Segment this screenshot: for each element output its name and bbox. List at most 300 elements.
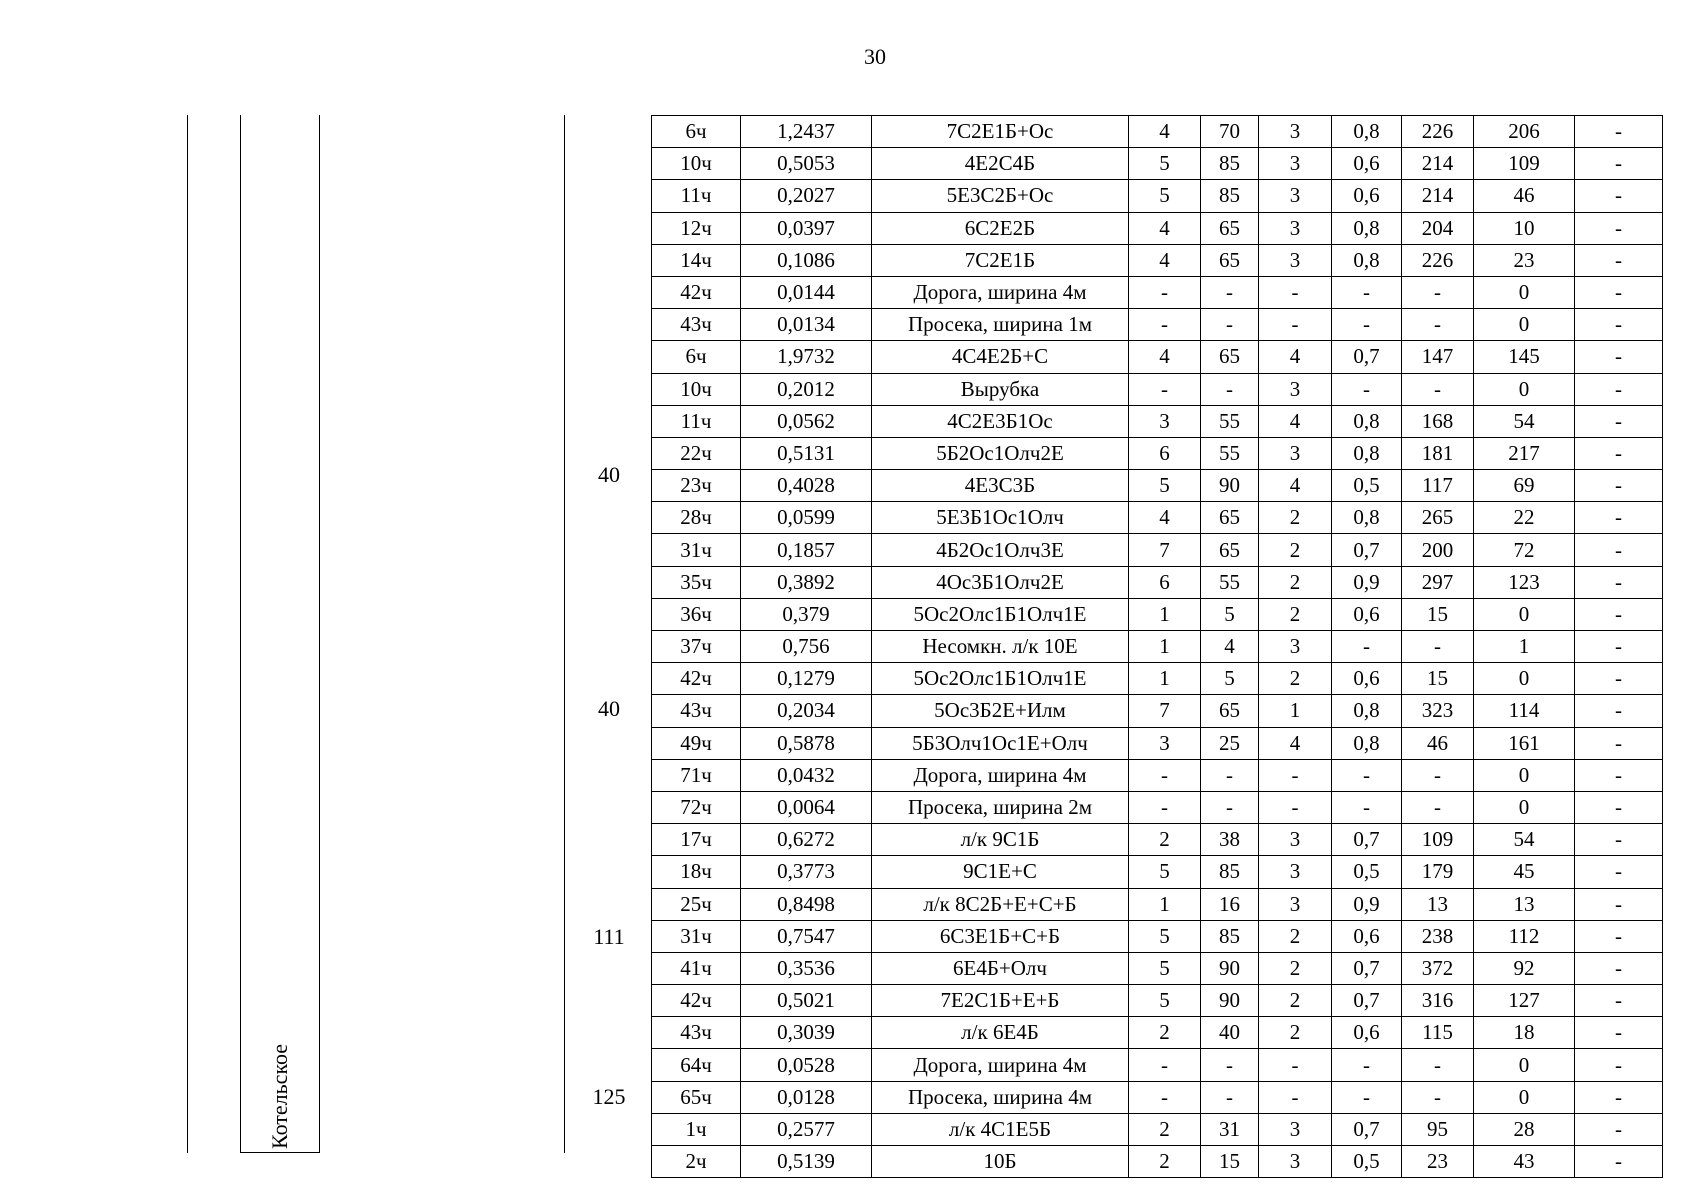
table-cell: 0,5 <box>1332 1146 1402 1178</box>
table-cell: 3 <box>1129 405 1201 437</box>
table-cell: 0,5131 <box>741 437 872 469</box>
table-cell: Просека, ширина 1м <box>872 309 1129 341</box>
table-row <box>652 470 1663 502</box>
table-cell: 0,2034 <box>741 695 872 727</box>
table-cell: 0,0397 <box>741 212 872 244</box>
table-cell: 5Ос2Олс1Б1Олч1Е <box>872 663 1129 695</box>
table-cell: 109 <box>1402 824 1474 856</box>
table-cell: 4 <box>1129 502 1201 534</box>
table-cell: 238 <box>1402 920 1474 952</box>
table-cell: - <box>1129 1081 1201 1113</box>
table-cell: 54 <box>1474 824 1575 856</box>
table-cell: 4Ос3Б1Олч2Е <box>872 566 1129 598</box>
table-cell: - <box>1129 1049 1201 1081</box>
table-cell: 71ч <box>652 759 741 791</box>
table-cell: 0,5878 <box>741 727 872 759</box>
table-cell: 145 <box>1474 341 1575 373</box>
table-cell: 0,1086 <box>741 244 872 276</box>
table-cell: 297 <box>1402 566 1474 598</box>
table-cell: - <box>1129 791 1201 823</box>
table-cell: 0,5139 <box>741 1146 872 1178</box>
table-cell: - <box>1575 276 1663 308</box>
table-cell: 0,8 <box>1332 212 1402 244</box>
kvartal-number: 40 <box>598 696 620 721</box>
table-cell: 0,3773 <box>741 856 872 888</box>
table-cell: - <box>1575 1017 1663 1049</box>
table-cell: - <box>1332 759 1402 791</box>
table-cell: - <box>1575 985 1663 1017</box>
table-cell: 6 <box>1129 566 1201 598</box>
table-cell: 168 <box>1402 405 1474 437</box>
table-cell: 0,8 <box>1332 695 1402 727</box>
table-cell: - <box>1332 373 1402 405</box>
table-cell: - <box>1129 276 1201 308</box>
table-cell: 22ч <box>652 437 741 469</box>
table-cell: 2 <box>1259 502 1332 534</box>
table-cell: 7С2Е1Б+Ос <box>872 116 1129 148</box>
table-cell: 4 <box>1129 212 1201 244</box>
table-row <box>652 824 1663 856</box>
table-cell: 5 <box>1201 663 1259 695</box>
table-cell: 31 <box>1201 1113 1259 1145</box>
table-cell: 1ч <box>652 1113 741 1145</box>
table-cell: 3 <box>1259 437 1332 469</box>
table-cell: - <box>1201 791 1259 823</box>
table-cell: 0,6 <box>1332 148 1402 180</box>
table-row <box>652 1081 1663 1113</box>
table-cell: 0,1857 <box>741 534 872 566</box>
table-cell: 3 <box>1259 631 1332 663</box>
table-cell: 90 <box>1201 985 1259 1017</box>
table-cell: Вырубка <box>872 373 1129 405</box>
table-cell: 214 <box>1402 180 1474 212</box>
table-cell: 15 <box>1402 663 1474 695</box>
table-cell: 13 <box>1402 888 1474 920</box>
table-cell: - <box>1402 373 1474 405</box>
table-cell: 5 <box>1129 470 1201 502</box>
table-cell: - <box>1332 276 1402 308</box>
table-cell: 6С2Е2Б <box>872 212 1129 244</box>
table-cell: 5 <box>1129 148 1201 180</box>
table-cell: 65 <box>1201 212 1259 244</box>
kvartal-number: 40 <box>598 462 620 487</box>
table-cell: 127 <box>1474 985 1575 1017</box>
table-cell: 4 <box>1259 405 1332 437</box>
table-cell: 3 <box>1259 180 1332 212</box>
table-cell: л/к 8С2Б+Е+С+Б <box>872 888 1129 920</box>
table-cell: 15 <box>1201 1146 1259 1178</box>
table-cell: 147 <box>1402 341 1474 373</box>
table-cell: 0 <box>1474 1081 1575 1113</box>
table-cell: - <box>1575 952 1663 984</box>
table-row <box>652 985 1663 1017</box>
table-cell: 0,0064 <box>741 791 872 823</box>
table-cell: 0,0562 <box>741 405 872 437</box>
table-cell: 15 <box>1402 598 1474 630</box>
table-cell: 5 <box>1129 180 1201 212</box>
table-cell: 0,6272 <box>741 824 872 856</box>
table-cell: 23 <box>1402 1146 1474 1178</box>
table-cell: 9С1Е+С <box>872 856 1129 888</box>
table-cell: 0,8 <box>1332 437 1402 469</box>
table-cell: Просека, ширина 2м <box>872 791 1129 823</box>
table-cell: 1,2437 <box>741 116 872 148</box>
table-cell: - <box>1332 1081 1402 1113</box>
table-cell: 0,0528 <box>741 1049 872 1081</box>
table-cell: 70 <box>1201 116 1259 148</box>
table-cell: 1,9732 <box>741 341 872 373</box>
table-cell: 1 <box>1129 631 1201 663</box>
table-cell: - <box>1575 180 1663 212</box>
table-cell: 2 <box>1259 985 1332 1017</box>
table-row <box>652 309 1663 341</box>
table-cell: - <box>1332 309 1402 341</box>
table-cell: - <box>1402 759 1474 791</box>
table-row <box>652 1113 1663 1145</box>
table-cell: - <box>1332 631 1402 663</box>
table-row <box>652 791 1663 823</box>
table-cell: 0,0144 <box>741 276 872 308</box>
table-cell: 6ч <box>652 116 741 148</box>
district-cell <box>240 115 320 1153</box>
table-cell: 0,3892 <box>741 566 872 598</box>
table-cell: - <box>1575 309 1663 341</box>
table-cell: 1 <box>1129 598 1201 630</box>
table-cell: 35ч <box>652 566 741 598</box>
table-cell: 10ч <box>652 373 741 405</box>
table-cell: - <box>1201 276 1259 308</box>
table-cell: 3 <box>1259 856 1332 888</box>
table-cell: 204 <box>1402 212 1474 244</box>
table-cell: 0 <box>1474 759 1575 791</box>
table-row <box>652 1049 1663 1081</box>
table-cell: Просека, ширина 4м <box>872 1081 1129 1113</box>
table-cell: 4Е3С3Б <box>872 470 1129 502</box>
table-cell: 23 <box>1474 244 1575 276</box>
table-cell: 0,5053 <box>741 148 872 180</box>
table-cell: 0,6 <box>1332 663 1402 695</box>
table-cell: 72ч <box>652 791 741 823</box>
table-cell: - <box>1402 1049 1474 1081</box>
table-cell: 0,7 <box>1332 341 1402 373</box>
table-cell: 4 <box>1129 341 1201 373</box>
table-cell: Дорога, ширина 4м <box>872 759 1129 791</box>
table-cell: - <box>1259 791 1332 823</box>
table-cell: 109 <box>1474 148 1575 180</box>
table-cell: - <box>1575 695 1663 727</box>
table-cell: 5Ос2Олс1Б1Олч1Е <box>872 598 1129 630</box>
table-cell: 2 <box>1129 1113 1201 1145</box>
table-cell: 6С3Е1Б+С+Б <box>872 920 1129 952</box>
table-cell: 65 <box>1201 244 1259 276</box>
table-cell: 14ч <box>652 244 741 276</box>
table-cell: 2 <box>1259 920 1332 952</box>
table-cell: 0,6 <box>1332 1017 1402 1049</box>
district-name: Котельское <box>267 1043 292 1149</box>
table-cell: 42ч <box>652 276 741 308</box>
table-cell: 64ч <box>652 1049 741 1081</box>
table-cell: 69 <box>1474 470 1575 502</box>
table-cell: 214 <box>1402 148 1474 180</box>
table-cell: - <box>1575 244 1663 276</box>
table-cell: 22 <box>1474 502 1575 534</box>
table-row <box>652 631 1663 663</box>
table-row <box>652 244 1663 276</box>
table-cell: - <box>1259 759 1332 791</box>
table-cell: 5Е3Б1Ос1Олч <box>872 502 1129 534</box>
table-cell: 181 <box>1402 437 1474 469</box>
table-cell: 0 <box>1474 276 1575 308</box>
table-cell: 2 <box>1129 1146 1201 1178</box>
table-cell: - <box>1201 759 1259 791</box>
table-cell: Дорога, ширина 4м <box>872 276 1129 308</box>
table-cell: 40 <box>1201 1017 1259 1049</box>
table-cell: 0,2027 <box>741 180 872 212</box>
table-cell: 4 <box>1259 470 1332 502</box>
table-cell: 114 <box>1474 695 1575 727</box>
table-cell: 0,7 <box>1332 824 1402 856</box>
table-row <box>652 373 1663 405</box>
table-cell: 65 <box>1201 341 1259 373</box>
table-cell: 90 <box>1201 952 1259 984</box>
table-cell: 1 <box>1259 695 1332 727</box>
table-cell: л/к 4С1Е5Б <box>872 1113 1129 1145</box>
table-cell: - <box>1259 309 1332 341</box>
table-row <box>652 888 1663 920</box>
table-cell: 4Б2Ос1Олч3Е <box>872 534 1129 566</box>
table-cell: 0,0599 <box>741 502 872 534</box>
table-cell: 13 <box>1474 888 1575 920</box>
table-cell: - <box>1575 759 1663 791</box>
kvartal-number: 111 <box>593 924 625 949</box>
table-cell: - <box>1575 598 1663 630</box>
table-cell: 4 <box>1129 244 1201 276</box>
table-cell: - <box>1575 1146 1663 1178</box>
table-cell: 65 <box>1201 502 1259 534</box>
table-cell: 4 <box>1129 116 1201 148</box>
table-cell: 3 <box>1259 212 1332 244</box>
table-cell: 46 <box>1402 727 1474 759</box>
table-cell: 200 <box>1402 534 1474 566</box>
table-cell: 3 <box>1259 1146 1332 1178</box>
table-row <box>652 663 1663 695</box>
table-row <box>652 952 1663 984</box>
table-row <box>652 437 1663 469</box>
table-row <box>652 212 1663 244</box>
table-cell: 11ч <box>652 180 741 212</box>
table-cell: - <box>1402 276 1474 308</box>
table-cell: 0 <box>1474 598 1575 630</box>
table-cell: 226 <box>1402 244 1474 276</box>
table-cell: - <box>1575 470 1663 502</box>
table-cell: - <box>1259 276 1332 308</box>
table-cell: - <box>1575 856 1663 888</box>
table-cell: 0,6 <box>1332 180 1402 212</box>
table-row <box>652 1146 1663 1178</box>
table-cell: - <box>1575 373 1663 405</box>
table-cell: 5 <box>1201 598 1259 630</box>
kvartal-column-border <box>564 115 565 1153</box>
table-cell: 0 <box>1474 309 1575 341</box>
table-cell: 3 <box>1259 1113 1332 1145</box>
table-row <box>652 920 1663 952</box>
table-cell: - <box>1575 1113 1663 1145</box>
table-cell: - <box>1402 1081 1474 1113</box>
table-cell: 25 <box>1201 727 1259 759</box>
table-cell: 25ч <box>652 888 741 920</box>
table-row <box>652 180 1663 212</box>
table-cell: 7Е2С1Б+Е+Б <box>872 985 1129 1017</box>
table-cell: 0,8 <box>1332 116 1402 148</box>
table-cell: - <box>1201 309 1259 341</box>
table-cell: 6 <box>1129 437 1201 469</box>
table-cell: 3 <box>1259 373 1332 405</box>
table-cell: 72 <box>1474 534 1575 566</box>
table-row <box>652 695 1663 727</box>
table-cell: 43 <box>1474 1146 1575 1178</box>
table-row <box>652 502 1663 534</box>
table-cell: 0,2012 <box>741 373 872 405</box>
table-cell: 123 <box>1474 566 1575 598</box>
table-cell: 2 <box>1129 1017 1201 1049</box>
table-cell: - <box>1575 920 1663 952</box>
table-cell: 2 <box>1259 1017 1332 1049</box>
table-cell: 6ч <box>652 341 741 373</box>
table-cell: 36ч <box>652 598 741 630</box>
table-cell: 161 <box>1474 727 1575 759</box>
table-cell: 217 <box>1474 437 1575 469</box>
table-cell: 3 <box>1129 727 1201 759</box>
table-cell: 0,6 <box>1332 920 1402 952</box>
table-cell: 65ч <box>652 1081 741 1113</box>
table-cell: 0,1279 <box>741 663 872 695</box>
table-cell: - <box>1575 116 1663 148</box>
table-cell: 0,8 <box>1332 502 1402 534</box>
table-cell: 49ч <box>652 727 741 759</box>
table-cell: 0,2577 <box>741 1113 872 1145</box>
table-cell: 4 <box>1201 631 1259 663</box>
kvartal-number: 125 <box>592 1084 626 1109</box>
table-cell: 1 <box>1129 663 1201 695</box>
table-cell: 16 <box>1201 888 1259 920</box>
table-cell: 10 <box>1474 212 1575 244</box>
table-cell: Несомкн. л/к 10Е <box>872 631 1129 663</box>
table-cell: 12ч <box>652 212 741 244</box>
table-cell: 2 <box>1259 663 1332 695</box>
table-cell: 18ч <box>652 856 741 888</box>
table-cell: 7 <box>1129 534 1201 566</box>
table-cell: 4С4Е2Б+С <box>872 341 1129 373</box>
table-cell: 7 <box>1129 695 1201 727</box>
table-cell: - <box>1575 566 1663 598</box>
table-row <box>652 341 1663 373</box>
table-cell: - <box>1575 148 1663 180</box>
table-cell: 0,0128 <box>741 1081 872 1113</box>
table-cell: 42ч <box>652 663 741 695</box>
table-cell: 1 <box>1474 631 1575 663</box>
table-cell: - <box>1575 1049 1663 1081</box>
table-cell: - <box>1332 791 1402 823</box>
table-cell: 42ч <box>652 985 741 1017</box>
table-cell: 5Е3С2Б+Ос <box>872 180 1129 212</box>
table-cell: 0,8 <box>1332 727 1402 759</box>
table-cell: 372 <box>1402 952 1474 984</box>
table-cell: 85 <box>1201 920 1259 952</box>
table-cell: 0 <box>1474 1049 1575 1081</box>
table-cell: 43ч <box>652 1017 741 1049</box>
table-row <box>652 405 1663 437</box>
table-cell: 0 <box>1474 373 1575 405</box>
table-row <box>652 534 1663 566</box>
table-cell: 0,8498 <box>741 888 872 920</box>
table-cell: - <box>1575 502 1663 534</box>
table-cell: - <box>1575 663 1663 695</box>
table-row <box>652 598 1663 630</box>
table-cell: 0,756 <box>741 631 872 663</box>
page-number: 30 <box>864 44 886 69</box>
table-cell: - <box>1201 1081 1259 1113</box>
table-row <box>652 148 1663 180</box>
table-cell: 4Е2С4Б <box>872 148 1129 180</box>
table-cell: - <box>1575 534 1663 566</box>
table-cell: - <box>1129 373 1201 405</box>
table-cell: 0,0134 <box>741 309 872 341</box>
table-cell: 0,7 <box>1332 952 1402 984</box>
table-cell: Дорога, ширина 4м <box>872 1049 1129 1081</box>
table-cell: 55 <box>1201 566 1259 598</box>
table-cell: 37ч <box>652 631 741 663</box>
table-cell: 0,379 <box>741 598 872 630</box>
table-cell: - <box>1332 1049 1402 1081</box>
table-cell: 55 <box>1201 437 1259 469</box>
table-cell: - <box>1201 1049 1259 1081</box>
table-cell: 0,8 <box>1332 244 1402 276</box>
table-cell: 43ч <box>652 695 741 727</box>
table-row <box>652 116 1663 148</box>
table-cell: - <box>1129 759 1201 791</box>
table-cell: 3 <box>1259 148 1332 180</box>
table-cell: 85 <box>1201 148 1259 180</box>
table-cell: 0,6 <box>1332 598 1402 630</box>
table-cell: - <box>1575 437 1663 469</box>
table-cell: - <box>1201 373 1259 405</box>
table-cell: - <box>1575 824 1663 856</box>
table-cell: 5Б3Олч1Ос1Е+Олч <box>872 727 1129 759</box>
table-cell: 0,5 <box>1332 856 1402 888</box>
table-row <box>652 856 1663 888</box>
table-cell: - <box>1575 341 1663 373</box>
table-cell: 0,5021 <box>741 985 872 1017</box>
table-cell: 85 <box>1201 180 1259 212</box>
table-cell: 28ч <box>652 502 741 534</box>
table-cell: 0,5 <box>1332 470 1402 502</box>
table-cell: - <box>1402 631 1474 663</box>
table-cell: 65 <box>1201 695 1259 727</box>
table-cell: 10ч <box>652 148 741 180</box>
table-cell: 0,9 <box>1332 888 1402 920</box>
table-cell: 0,9 <box>1332 566 1402 598</box>
table-cell: 2 <box>1129 824 1201 856</box>
table-cell: 316 <box>1402 985 1474 1017</box>
table-cell: 95 <box>1402 1113 1474 1145</box>
table-cell: 0,4028 <box>741 470 872 502</box>
table-cell: 0,7 <box>1332 534 1402 566</box>
table-cell: - <box>1575 212 1663 244</box>
left-border-line <box>187 115 188 1153</box>
table-cell: 7С2Е1Б <box>872 244 1129 276</box>
table-cell: 3 <box>1259 824 1332 856</box>
table-cell: 115 <box>1402 1017 1474 1049</box>
